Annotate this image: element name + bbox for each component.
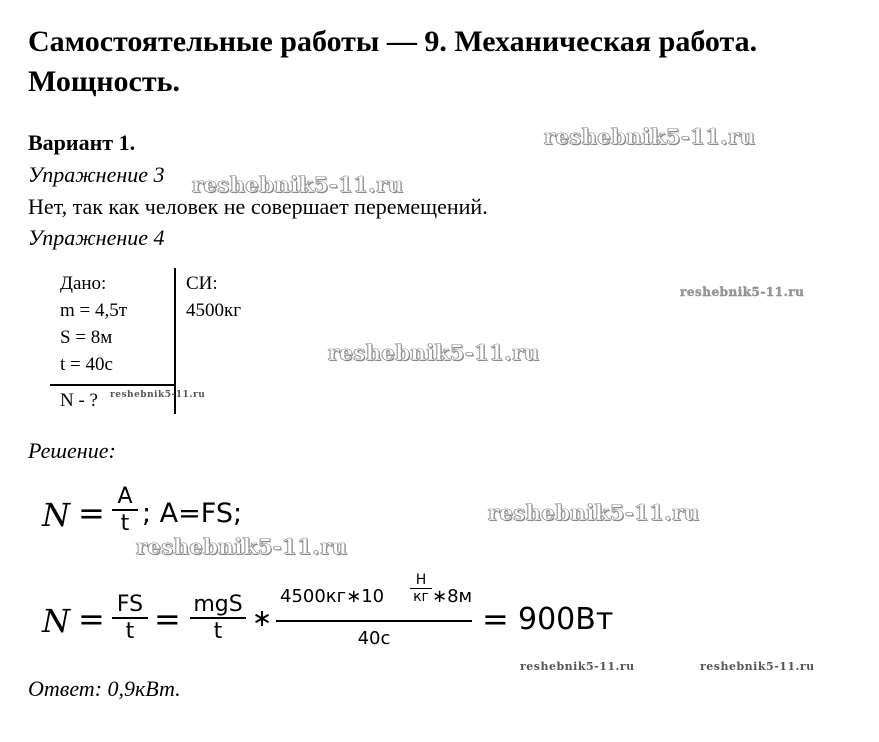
given-time: t = 40с	[60, 354, 113, 375]
formula-2-lhs: N	[42, 602, 70, 640]
inner-numerator: Н	[415, 572, 427, 588]
title-line-1: Самостоятельные работы — 9. Механическая работа.	[28, 25, 758, 58]
formula-1-denominator: t	[120, 511, 130, 536]
formula-1-fraction	[112, 484, 138, 536]
watermark-4: reshebnik5-11.ru	[328, 340, 540, 365]
solution-label: Решение:	[28, 438, 116, 463]
fraction-3-denominator: 40с	[357, 628, 391, 649]
inner-denominator: кг	[413, 589, 429, 605]
formula-2-times: ∗	[252, 604, 273, 632]
fraction-3-numerator-a: 4500кг∗10	[280, 586, 385, 607]
final-answer: Ответ: 0,9кВт.	[28, 676, 181, 701]
si-header: СИ:	[186, 273, 218, 294]
exercise-4-label: Упражнение 4	[28, 225, 165, 250]
formula-2-result: 900Вт	[518, 602, 614, 637]
title-line-2: Мощность.	[28, 65, 180, 98]
given-header: Дано:	[60, 273, 107, 294]
formula-1-numerator: A	[117, 484, 133, 509]
formula-1-eq: =	[78, 494, 105, 532]
given-mass: m = 4,5т	[60, 300, 128, 321]
given-distance: S = 8м	[60, 327, 113, 348]
watermark-2: reshebnik5-11.ru	[192, 172, 404, 197]
fraction-1-denominator: t	[125, 619, 135, 644]
formula-1-lhs: N	[42, 496, 70, 534]
fraction-3-inner-fraction	[410, 572, 432, 605]
formula-2-eq3: =	[482, 600, 509, 638]
fraction-3-numerator	[276, 572, 472, 620]
formula-2-fraction-3	[276, 572, 472, 649]
formula-2-fraction-1	[112, 592, 148, 644]
watermark-3: reshebnik5-11.ru	[680, 285, 805, 299]
watermark-1: reshebnik5-11.ru	[544, 124, 756, 149]
variant-heading: Вариант 1.	[28, 130, 136, 155]
fraction-1-numerator: FS	[116, 592, 144, 617]
exercise-3-answer: Нет, так как человек не совершает перемещений.	[28, 194, 488, 219]
given-find: N - ?	[60, 390, 98, 411]
formula-1-rest: ; A=FS;	[142, 498, 243, 529]
watermark-8: reshebnik5-11.ru	[520, 660, 635, 673]
formula-2-eq1: =	[78, 600, 105, 638]
exercise-3-label: Упражнение 3	[28, 162, 165, 187]
formula-2-fraction-2	[190, 592, 246, 644]
watermark-9: reshebnik5-11.ru	[700, 660, 815, 673]
si-value: 4500кг	[186, 300, 242, 321]
given-divider-horizontal	[50, 384, 174, 386]
watermark-7: reshebnik5-11.ru	[136, 534, 348, 559]
formula-2-eq2: =	[154, 600, 181, 638]
watermark-5: reshebnik5-11.ru	[110, 390, 206, 400]
page-title	[28, 22, 757, 102]
fraction-3-numerator-b: ∗8м	[432, 586, 473, 607]
fraction-2-denominator: t	[213, 619, 223, 644]
watermark-6: reshebnik5-11.ru	[488, 500, 700, 525]
fraction-2-numerator: mgS	[193, 592, 243, 617]
